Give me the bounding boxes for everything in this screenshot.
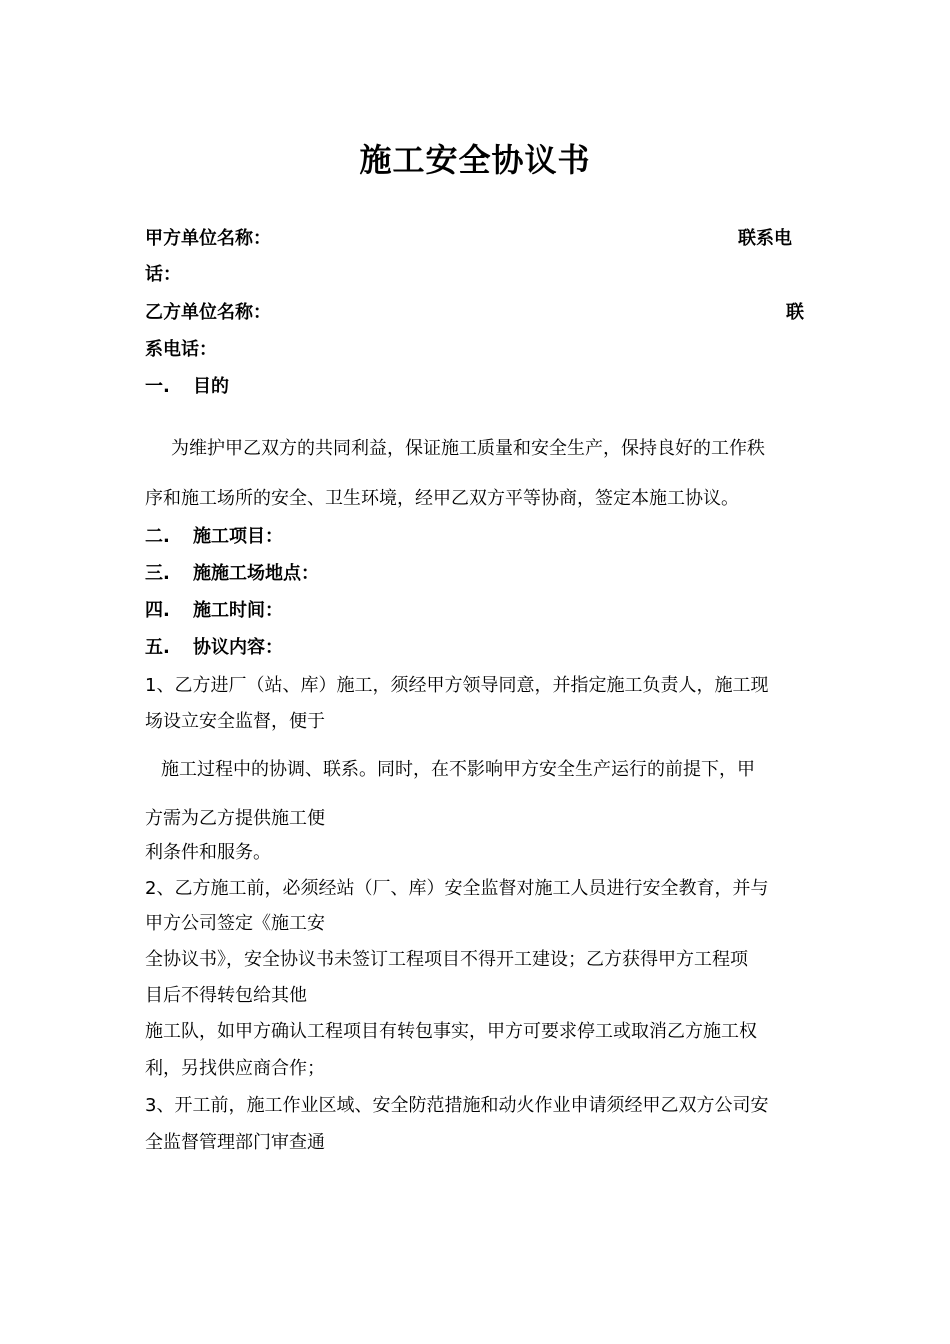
section-number: 四. (145, 600, 170, 621)
document-title: 施工安全协议书 (359, 141, 591, 179)
paragraph-line: 场设立安全监督，便于 (145, 711, 325, 732)
paragraph-line: 利条件和服务。 (145, 842, 271, 863)
party-b-phone-label-part2: 系电话： (145, 339, 217, 360)
section-heading (145, 563, 319, 585)
section-title: 施施工场地点： (193, 563, 319, 584)
paragraph-line: 全协议书》，安全协议书未签订工程项目不得开工建设；乙方获得甲方工程项 (145, 949, 748, 970)
section-title: 施工时间： (193, 600, 283, 621)
paragraph-line: 1、乙方进厂（站、库）施工，须经甲方领导同意，并指定施工负责人，施工现 (145, 675, 769, 696)
section-title: 目的 (193, 376, 229, 397)
party-a-phone-label-part1: 联系电 (738, 228, 792, 249)
paragraph-line: 利，另找供应商合作； (145, 1058, 325, 1079)
section-number: 二. (145, 526, 170, 547)
paragraph-line: 序和施工场所的安全、卫生环境，经甲乙双方平等协商，签定本施工协议。 (145, 488, 739, 509)
section-heading (145, 637, 283, 659)
paragraph-line: 全监督管理部门审查通 (145, 1132, 325, 1153)
section-title: 施工项目： (193, 526, 283, 547)
section-number: 一. (145, 376, 170, 397)
party-b-name-label: 乙方单位名称： (145, 302, 271, 323)
paragraph-line: 为维护甲乙双方的共同利益，保证施工质量和安全生产，保持良好的工作秩 (171, 438, 765, 459)
paragraph-line: 施工队，如甲方确认工程项目有转包事实，甲方可要求停工或取消乙方施工权 (145, 1021, 757, 1042)
party-b-phone-label-part1: 联 (786, 302, 804, 323)
paragraph-line: 方需为乙方提供施工便 (145, 808, 325, 829)
section-heading (145, 600, 283, 622)
paragraph-line: 施工过程中的协调、联系。同时，在不影响甲方安全生产运行的前提下，甲 (161, 759, 755, 780)
section-number: 三. (145, 563, 170, 584)
paragraph-line: 2、乙方施工前，必须经站（厂、库）安全监督对施工人员进行安全教育，并与 (145, 878, 769, 899)
section-number: 五. (145, 637, 170, 658)
section-heading (145, 526, 283, 548)
section-heading (145, 376, 229, 398)
party-a-phone-label-part2: 话： (145, 264, 181, 285)
paragraph-line: 3、开工前，施工作业区域、安全防范措施和动火作业申请须经甲乙双方公司安 (145, 1095, 769, 1116)
paragraph-line: 甲方公司签定《施工安 (145, 913, 325, 934)
party-a-name-label: 甲方单位名称： (145, 228, 271, 249)
section-title: 协议内容： (193, 637, 283, 658)
paragraph-line: 目后不得转包给其他 (145, 985, 307, 1006)
